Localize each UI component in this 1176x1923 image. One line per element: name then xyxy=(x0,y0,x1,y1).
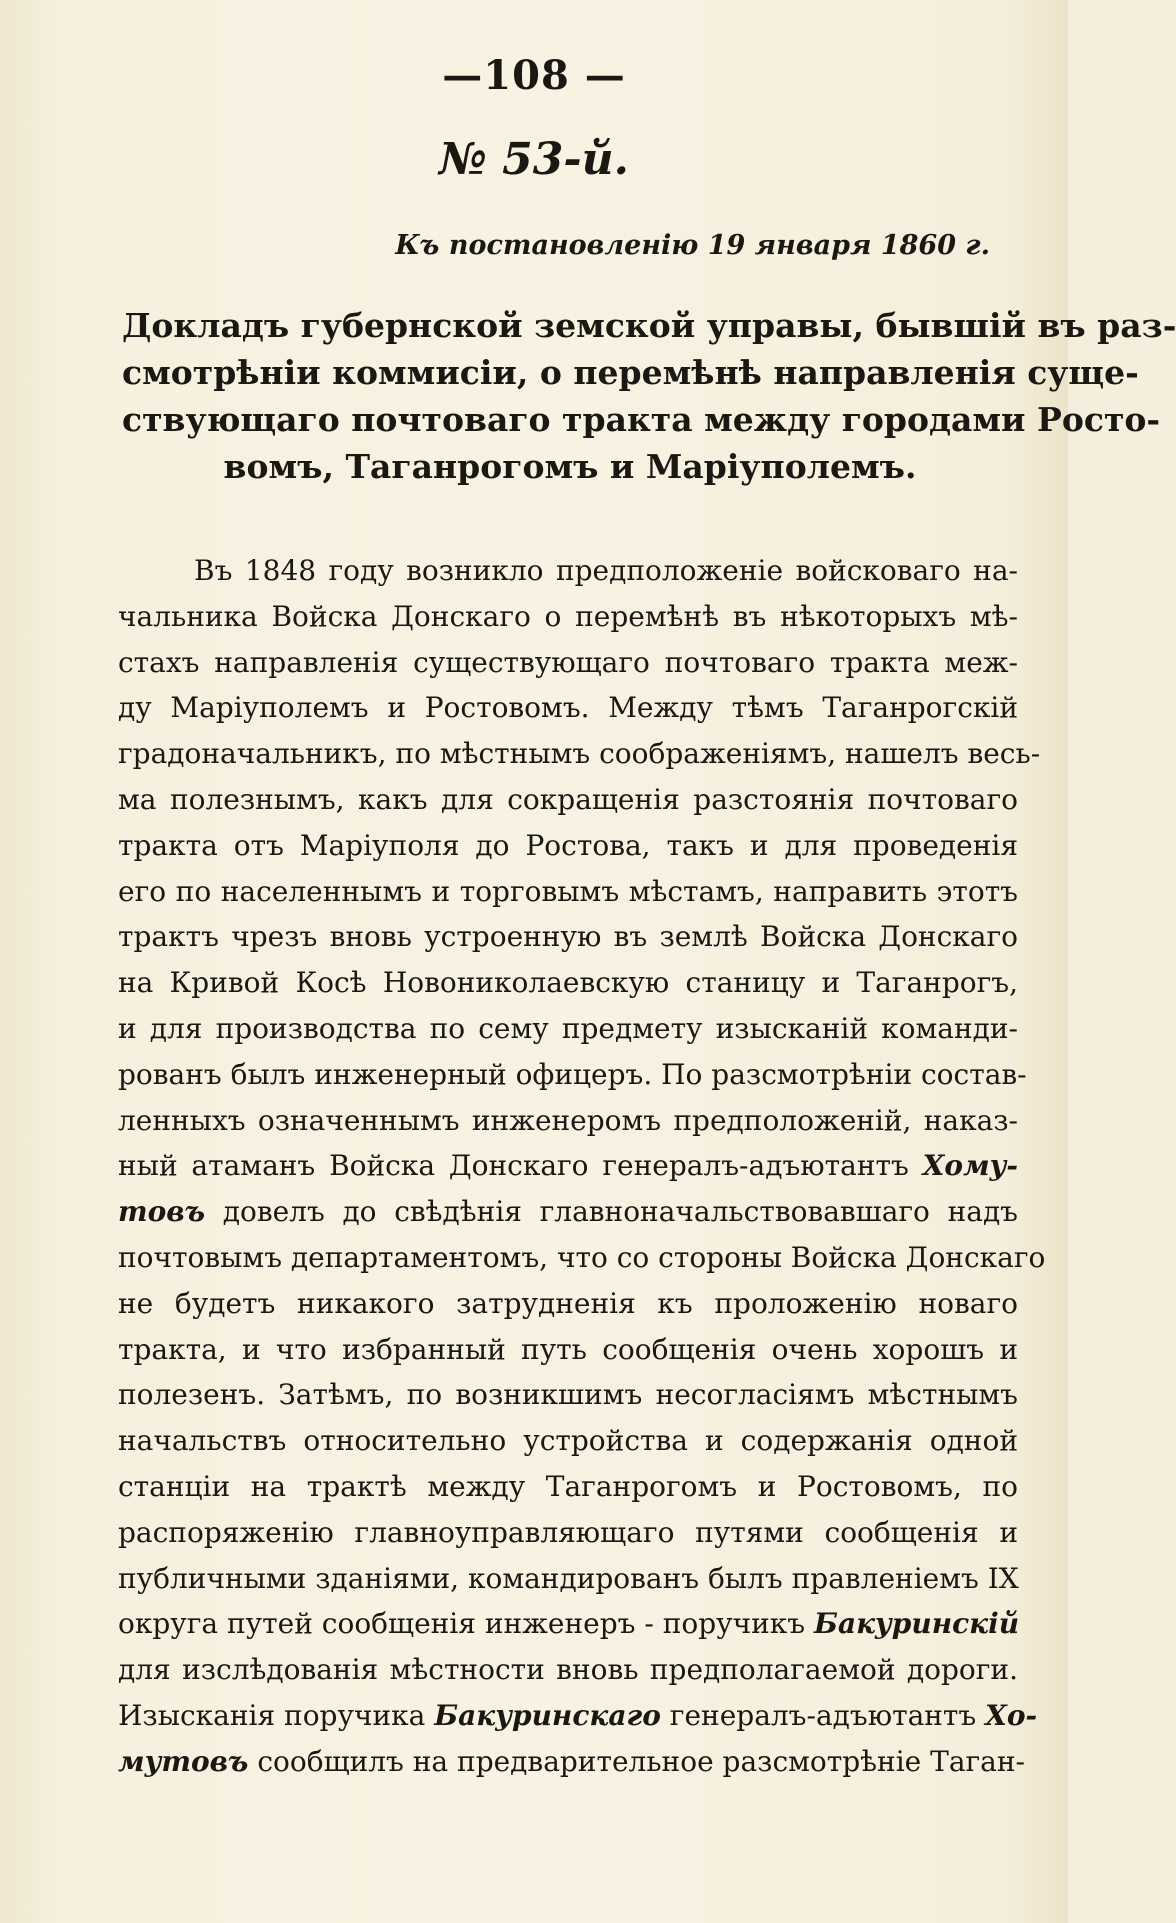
text-run: трактъ чрезъ вновь устроенную въ землѣ Войска Донскаго xyxy=(118,920,1018,954)
text-run: для изслѣдованія мѣстности вновь предполагаемой дороги. xyxy=(118,1653,1018,1687)
body-line xyxy=(118,777,1018,823)
body-line xyxy=(118,1418,1018,1464)
text-run: Изысканія поручика xyxy=(118,1698,435,1732)
italic-name: Бакуринскаго xyxy=(434,1698,661,1732)
text-run: тракта отъ Маріуполя до Ростова, такъ и для проведенія xyxy=(118,828,1018,862)
text-run: ду Маріуполемъ и Ростовомъ. Между тѣмъ Таганрогскій xyxy=(118,691,1018,725)
text-run: ма полезнымъ, какъ для сокращенія разстоянія почтоваго xyxy=(118,782,1018,816)
body-line xyxy=(118,1556,1018,1602)
text-run: на Кривой Косѣ Новониколаевскую станицу и Таганрогъ, xyxy=(118,966,1018,1000)
body-line xyxy=(118,594,1018,640)
body-line xyxy=(118,1143,1018,1189)
body-line xyxy=(118,640,1018,686)
body-line xyxy=(118,914,1018,960)
body-line xyxy=(118,1281,1018,1327)
body-line xyxy=(118,1189,1018,1235)
body-line xyxy=(118,1510,1018,1556)
title-line: Докладъ губернской земской управы, бывшій въ раз- xyxy=(122,306,1176,345)
text-run: полезенъ. Затѣмъ, по возникшимъ несогласіямъ мѣстнымъ xyxy=(118,1378,1018,1412)
text-run: чальника Войска Донскаго о перемѣнѣ въ нѣкоторыхъ мѣ- xyxy=(118,599,1018,633)
body-line xyxy=(118,1052,1027,1098)
body-line xyxy=(118,960,1018,1006)
text-run: станціи на трактѣ между Таганрогомъ и Ростовомъ, по xyxy=(118,1469,1018,1503)
body-line xyxy=(118,1693,1038,1739)
body-line xyxy=(118,869,1018,915)
text-run: публичными зданіями, командированъ былъ правленіемъ IX xyxy=(118,1561,1019,1595)
body-line xyxy=(118,1006,1018,1052)
body-line xyxy=(118,685,1018,731)
text-run: ленныхъ означеннымъ инженеромъ предположеній, наказ- xyxy=(118,1103,1018,1137)
body-line xyxy=(118,1372,1018,1418)
title-line: вомъ, Таганрогомъ и Маріуполемъ. xyxy=(223,447,917,486)
body-line xyxy=(118,1739,1025,1785)
italic-name: Хо- xyxy=(985,1698,1038,1732)
body-text xyxy=(118,548,1046,1785)
text-run: почтовымъ департаментомъ, что со стороны Войска Донскаго xyxy=(118,1240,1046,1274)
page-number: —108 — xyxy=(442,52,626,99)
text-run: распоряженію главноуправляющаго путями сообщенія и xyxy=(118,1515,1018,1549)
text-run: генералъ-адъютантъ xyxy=(660,1698,986,1732)
body-line xyxy=(118,548,1018,594)
body-line xyxy=(118,1235,1046,1281)
italic-name: мутовъ xyxy=(118,1744,249,1778)
body-line xyxy=(118,1601,1018,1647)
text-run: тракта, и что избранный путь сообщенія очень хорошъ и xyxy=(118,1332,1018,1366)
text-run: ный атаманъ Войска Донскаго генералъ-адъютантъ xyxy=(118,1149,923,1183)
text-run: его по населеннымъ и торговымъ мѣстамъ, направить этотъ xyxy=(118,874,1018,908)
document-title xyxy=(122,302,1176,490)
text-run: и для производства по сему предмету изысканій команди- xyxy=(118,1011,1018,1045)
body-line xyxy=(118,1327,1018,1373)
text-run: градоначальникъ, по мѣстнымъ соображеніямъ, нашелъ весь- xyxy=(118,737,1041,771)
body-line xyxy=(118,1098,1018,1144)
italic-name: Бакуринскій xyxy=(814,1607,1020,1641)
text-run: стахъ направленія существующаго почтоваго тракта меж- xyxy=(118,645,1018,679)
text-run: сообщилъ на предварительное разсмотрѣніе Таган- xyxy=(248,1744,1025,1778)
text-run: округа путей сообщенія инженеръ - поручикъ xyxy=(118,1607,815,1641)
text-run: Въ 1848 году возникло предположеніе войсковаго на- xyxy=(194,554,1018,587)
italic-name: Хому- xyxy=(922,1149,1018,1183)
decree-reference: Къ постановленію 19 января 1860 г. xyxy=(395,230,990,261)
italic-name: товъ xyxy=(118,1195,206,1229)
title-line: смотрѣніи коммисіи, о перемѣнѣ направленія суще- xyxy=(122,353,1139,392)
text-run: рованъ былъ инженерный офицеръ. По разсмотрѣніи состав- xyxy=(118,1057,1027,1091)
text-run: довелъ до свѣдѣнія главноначальствовавшаго надъ xyxy=(205,1195,1018,1229)
title-line: ствующаго почтоваго тракта между городами Росто- xyxy=(122,400,1161,439)
body-line xyxy=(118,823,1018,869)
document-number: № 53-й. xyxy=(439,134,629,185)
text-run: не будетъ никакого затрудненія къ проложенію новаго xyxy=(118,1286,1018,1320)
body-line xyxy=(118,731,1041,777)
body-line xyxy=(118,1647,1018,1693)
text-run: начальствъ относительно устройства и содержанія одной xyxy=(118,1424,1018,1458)
body-line xyxy=(118,1464,1018,1510)
